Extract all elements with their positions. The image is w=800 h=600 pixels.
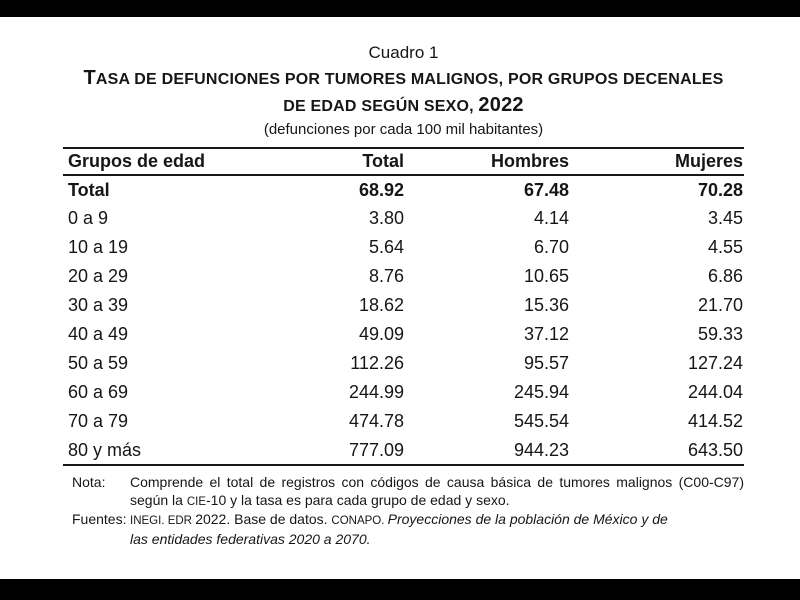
rate-value-cell: 10.65 [523,266,569,286]
rate-value-cell: 6.70 [533,237,569,257]
document-page [0,17,800,579]
rate-value-cell: 18.62 [358,295,404,315]
text-segment: CIE [186,495,206,508]
rate-value-cell: 59.33 [697,324,743,344]
footnotes [63,474,744,548]
table-caption: Cuadro 1 [368,43,439,62]
sources-row [72,511,744,548]
table-row [63,233,744,262]
table-row [63,378,744,407]
rate-value-cell: 643.50 [687,439,743,460]
text-segment: Comprende el total de registros con códigos de causa básica de tumores malignos (C00-C97) según la [130,474,744,508]
age-group-cell: 50 a 59 [68,353,129,373]
rate-value-cell: 3.45 [707,208,743,228]
rate-value-cell: 15.36 [523,295,569,315]
rate-value-cell: 127.24 [687,353,743,373]
column-header-total: Total [362,151,404,171]
table-row [63,320,744,349]
rate-value-cell: 244.99 [348,382,404,402]
rate-value-cell: 6.86 [707,266,743,286]
rate-value-cell: 112.26 [350,353,404,373]
table-row [63,436,744,465]
note-label: Nota: [72,474,106,490]
rate-value-cell: 245.94 [513,382,569,402]
text-segment: -10 y la tasa es para cada grupo de edad y sexo. [206,491,510,508]
title-line2-caps: DE EDAD SEGÚN SEXO, [283,98,479,115]
table-row [63,349,744,378]
title-year: 2022 [478,94,524,116]
column-header-age-groups: Grupos de edad [68,151,206,171]
rate-value-cell: 67.48 [523,179,569,200]
units-subtitle: (defunciones por cada 100 mil habitantes) [263,121,544,138]
sources-label: Fuentes: [72,511,127,527]
rate-value-cell: 4.14 [533,208,569,228]
note-text [130,474,744,511]
text-segment: INEGI. EDR [130,515,196,527]
column-header-mujeres: Mujeres [674,151,743,171]
rate-value-cell: 70.28 [697,179,743,200]
rate-value-cell: 5.64 [368,237,404,257]
rate-value-cell: 414.52 [687,411,743,431]
age-group-cell: 60 a 69 [68,382,129,402]
rate-value-cell: 244.04 [687,382,743,402]
text-segment: las entidades federativas 2020 a 2070. [130,530,371,547]
age-group-cell: 30 a 39 [68,295,129,315]
age-group-cell: 70 a 79 [68,411,129,431]
table-row [63,262,744,291]
text-segment: CONAPO. [331,515,388,527]
table-body [63,175,744,465]
text-segment: Proyecciones de la población de México y de [387,511,668,527]
age-group-cell: 0 a 9 [68,208,109,228]
rate-value-cell: 49.09 [358,324,404,344]
text-segment: 2022. Base de datos. [195,511,332,527]
table-row [63,407,744,436]
column-header-hombres: Hombres [490,151,569,171]
rate-value-cell: 545.54 [513,411,569,431]
rate-value-cell: 37.12 [523,324,569,344]
table-row [63,175,744,204]
table-header [63,148,744,175]
table-row [63,291,744,320]
rate-value-cell: 95.57 [523,353,569,373]
note-row [72,474,744,511]
sources-text [130,511,744,548]
age-group-cell: Total [68,179,110,200]
rate-value-cell: 21.70 [697,295,743,315]
rate-value-cell: 777.09 [348,439,404,460]
rate-value-cell: 4.55 [707,237,743,257]
mortality-rate-table [63,147,744,466]
rate-value-cell: 8.76 [368,266,404,286]
age-group-cell: 20 a 29 [68,266,129,286]
rate-value-cell: 474.78 [348,411,404,431]
rate-value-cell: 68.92 [358,179,404,200]
page-title-line2 [63,95,744,117]
page-content [63,43,744,548]
table-row [63,204,744,233]
age-group-cell: 80 y más [68,439,142,460]
table-header-row [63,148,744,175]
rate-value-cell: 3.80 [368,208,404,228]
age-group-cell: 10 a 19 [68,237,129,257]
page-title-line1: TASA DE DEFUNCIONES POR TUMORES MALIGNOS, POR GRUPOS DECENALES [83,67,724,89]
age-group-cell: 40 a 49 [68,324,129,344]
rate-value-cell: 944.23 [513,439,569,460]
